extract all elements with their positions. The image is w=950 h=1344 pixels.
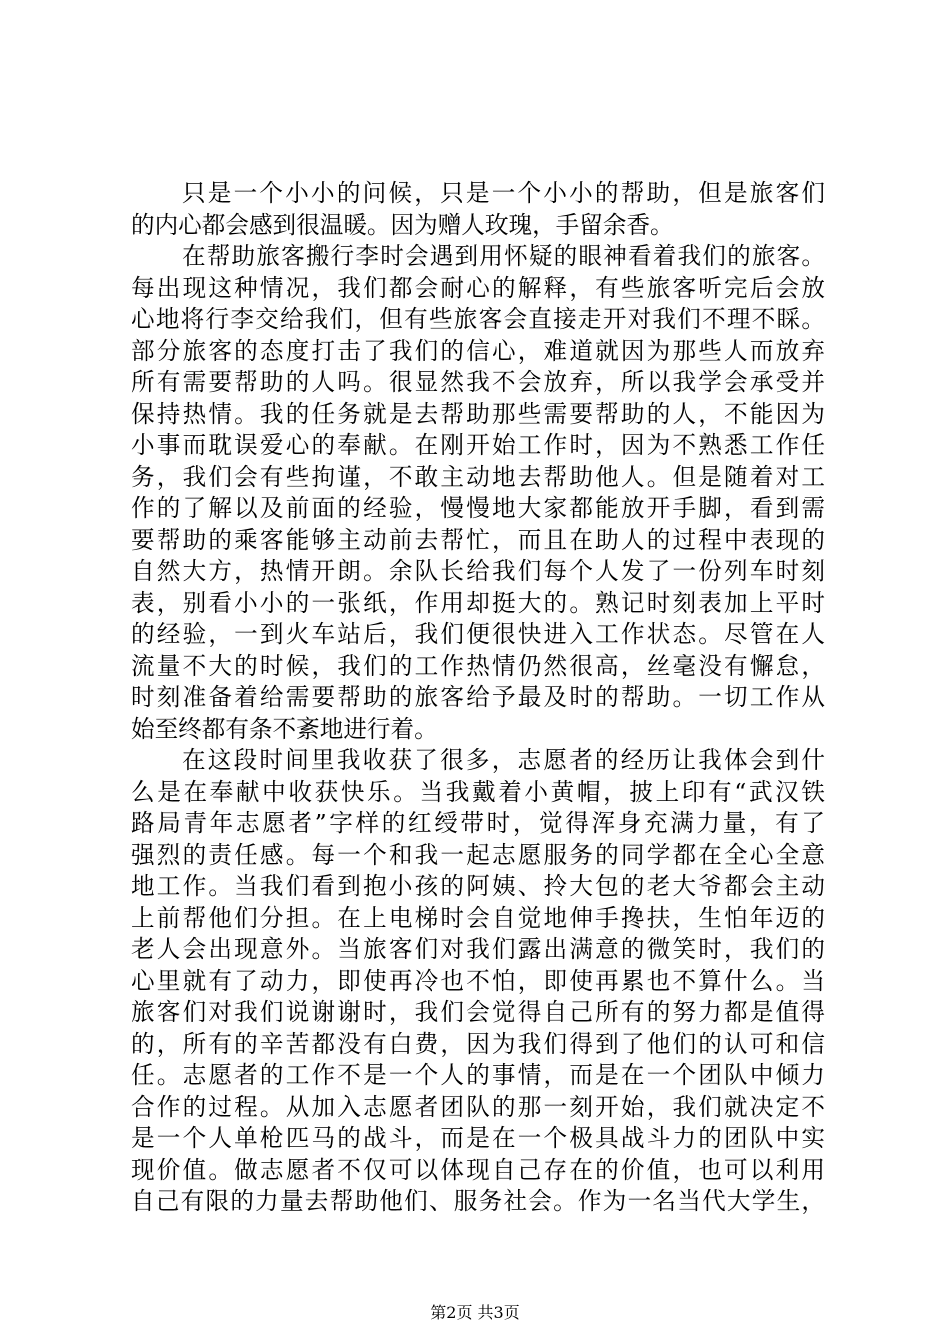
- text-line: 始至终都有条不紊地进行着。: [131, 714, 438, 743]
- text-line: 的，所有的辛苦都没有白费，因为我们得到了他们的认可和信: [131, 1029, 825, 1058]
- text-line: 么是在奉献中收获快乐。当我戴着小黄帽，披上印有“武汉铁: [131, 777, 825, 806]
- text-line: 强烈的责任感。每一个和我一起志愿服务的同学都在全心全意: [131, 840, 825, 869]
- text-line: 自己有限的力量去帮助他们、服务社会。作为一名当代大学生，: [131, 1187, 825, 1215]
- text-line: 每出现这种情况，我们都会耐心的解释，有些旅客听完后会放: [131, 273, 825, 302]
- text-line: 的内心都会感到很温暖。因为赠人玫瑰，手留余香。: [131, 210, 674, 239]
- text-line: 任。志愿者的工作不是一个人的事情，而是在一个团队中倾力: [131, 1061, 825, 1089]
- text-line: 保持热情。我的任务就是去帮助那些需要帮助的人，不能因为: [131, 399, 825, 428]
- document-body: [131, 178, 825, 1218]
- text-line: 上前帮他们分担。在上电梯时会自觉地伸手搀扶，生怕年迈的: [131, 903, 825, 932]
- text-line: 只是一个小小的问候，只是一个小小的帮助，但是旅客们: [182, 179, 825, 207]
- text-line: 部分旅客的态度打击了我们的信心，难道就因为那些人而放弃: [131, 336, 825, 365]
- text-line: 在这段时间里我收获了很多，志愿者的经历让我体会到什: [182, 746, 825, 774]
- text-line: 地工作。当我们看到抱小孩的阿姨、拎大包的老大爷都会主动: [131, 872, 825, 900]
- text-line: 流量不大的时候，我们的工作热情仍然很高，丝毫没有懈怠，: [131, 651, 825, 680]
- text-line: 是一个人单枪匹马的战斗，而是在一个极具战斗力的团队中实: [131, 1124, 825, 1152]
- text-line: 心地将行李交给我们，但有些旅客会直接走开对我们不理不睬。: [131, 305, 825, 333]
- text-line: 表，别看小小的一张纸，作用却挺大的。熟记时刻表加上平时: [131, 588, 825, 617]
- text-line: 合作的过程。从加入志愿者团队的那一刻开始，我们就决定不: [131, 1092, 825, 1121]
- text-line: 在帮助旅客搬行李时会遇到用怀疑的眼神看着我们的旅客。: [182, 242, 825, 270]
- text-line: 路局青年志愿者”字样的红绶带时，觉得浑身充满力量，有了: [131, 809, 825, 837]
- page-number-footer: 第2页 共3页: [430, 1303, 520, 1322]
- text-line: 作的了解以及前面的经验，慢慢地大家都能放开手脚，看到需: [131, 494, 825, 522]
- text-line: 所有需要帮助的人吗。很显然我不会放弃，所以我学会承受并: [131, 368, 825, 396]
- text-line: 要帮助的乘客能够主动前去帮忙，而且在助人的过程中表现的: [131, 525, 825, 554]
- text-line: 老人会出现意外。当旅客们对我们露出满意的微笑时，我们的: [131, 935, 825, 963]
- text-line: 务，我们会有些拘谨，不敢主动地去帮助他人。但是随着对工: [131, 462, 825, 491]
- text-line: 心里就有了动力，即使再冷也不怕，即使再累也不算什么。当: [131, 966, 825, 995]
- text-line: 时刻准备着给需要帮助的旅客给予最及时的帮助。一切工作从: [131, 683, 825, 711]
- text-line: 的经验，一到火车站后，我们便很快进入工作状态。尽管在人: [131, 620, 825, 648]
- text-line: 小事而耽误爱心的奉献。在刚开始工作时，因为不熟悉工作任: [131, 431, 825, 459]
- text-line: 现价值。做志愿者不仅可以体现自己存在的价值，也可以利用: [131, 1155, 825, 1184]
- text-line: 自然大方，热情开朗。余队长给我们每个人发了一份列车时刻: [131, 557, 825, 585]
- text-line: 旅客们对我们说谢谢时，我们会觉得自己所有的努力都是值得: [131, 998, 825, 1026]
